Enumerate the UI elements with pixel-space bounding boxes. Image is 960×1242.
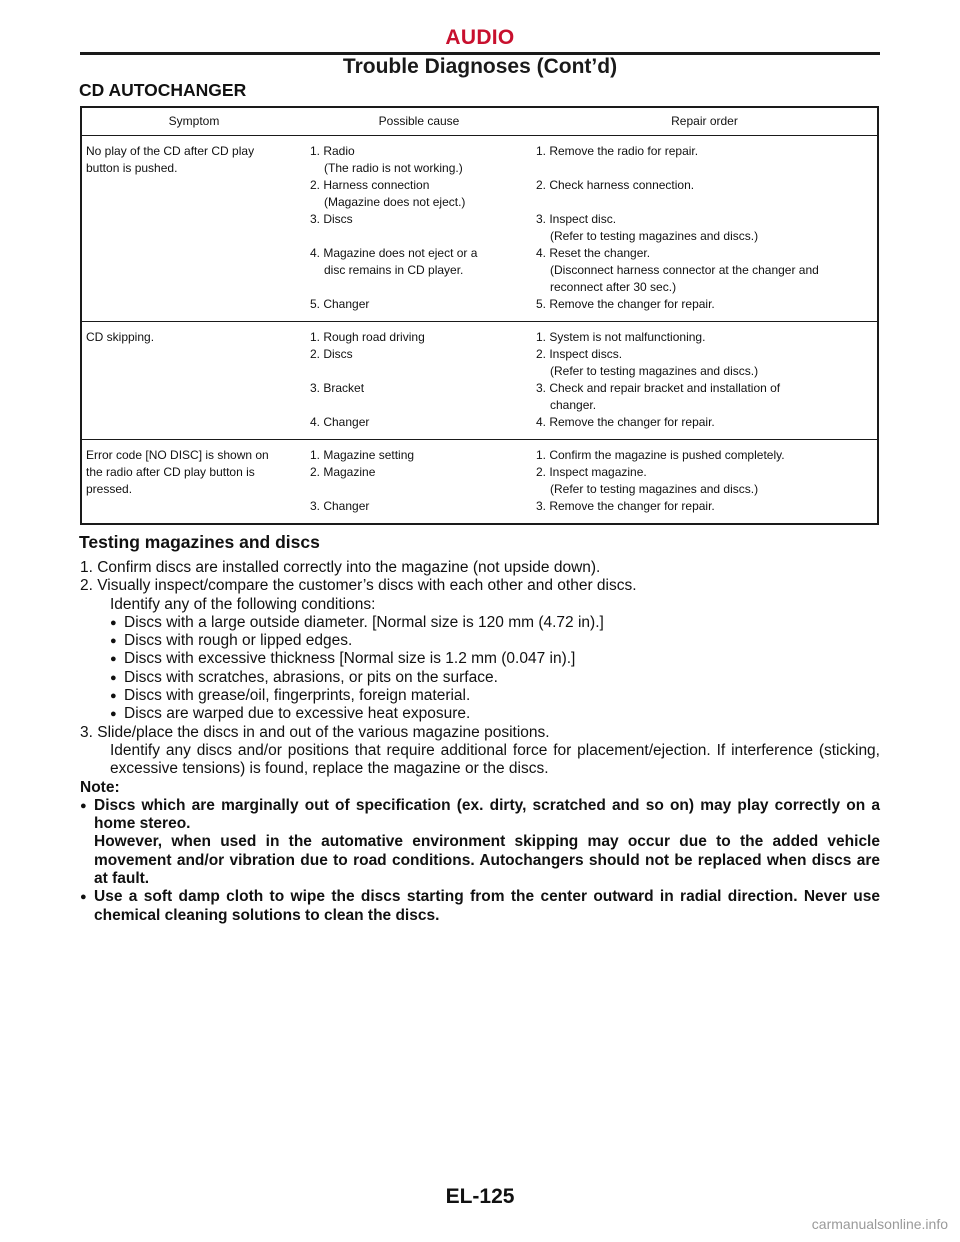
- repair-cell: 1. System is not malfunctioning. 2. Inspect discs. (Refer to testing magazines and discs.) 3. Check and repair bracket and installation of changer. 4. Remove the changer for repair.: [532, 322, 878, 440]
- step-2: 2. Visually inspect/compare the customer’s discs with each other and other discs.: [80, 577, 637, 595]
- condition-item: ● Discs with rough or lipped edges.: [110, 632, 353, 650]
- table-row: [81, 136, 878, 322]
- cd-autochanger-heading: CD AUTOCHANGER: [79, 80, 247, 100]
- note-1b: However, when used in the automative environment skipping may occur due to the added vehicle movement and/or vibration due to road conditions. Autochangers should not be replaced when discs are at fault.: [94, 833, 880, 888]
- bullet-icon: ●: [80, 891, 87, 904]
- table-row: [81, 322, 878, 440]
- page-title: Trouble Diagnoses (Cont’d): [342, 55, 618, 78]
- note-1a: Discs which are marginally out of specification (ex. dirty, scratched and so on) may play correctly on a home stereo.: [94, 796, 880, 833]
- table-row: [81, 440, 878, 525]
- section-label: AUDIO: [445, 26, 515, 49]
- step-3-sub: Identify any discs and/or positions that require additional force for placement/ejection. If interference (sticking, excessive tensions) is found, replace the magazine or the discs.: [110, 741, 880, 778]
- note-label: Note:: [80, 778, 120, 796]
- page-number: EL-125: [445, 1185, 515, 1208]
- symptom-cell: CD skipping.: [81, 322, 306, 440]
- bullet-icon: ●: [110, 690, 117, 703]
- bullet-icon: ●: [110, 616, 117, 629]
- condition-item: ● Discs are warped due to excessive heat exposure.: [110, 705, 471, 723]
- bullet-icon: ●: [110, 708, 117, 721]
- repair-cell: 1. Remove the radio for repair. 2. Check harness connection. 3. Inspect disc. (Refer to testing magazines and discs.) 4. Reset the changer. (Disconnect harness connector at the changer and reconnect after 30 sec.) 5. Remove the changer for repair.: [532, 136, 878, 322]
- cause-cell: 1. Rough road driving 2. Discs 3. Bracket 4. Changer: [306, 322, 532, 440]
- column-header-possible-cause: Possible cause: [306, 107, 532, 136]
- repair-cell: 1. Confirm the magazine is pushed completely. 2. Inspect magazine. (Refer to testing magazines and discs.) 3. Remove the changer for repair.: [536, 448, 785, 513]
- column-header-repair-order: Repair order: [532, 107, 878, 136]
- watermark: carmanualsonline.info: [811, 1216, 948, 1232]
- table-header-row: [81, 107, 878, 136]
- testing-procedure: [80, 559, 880, 925]
- cause-cell: 1. Magazine setting 2. Magazine 3. Changer: [310, 448, 415, 513]
- note-2: Use a soft damp cloth to wipe the discs starting from the center outward in radial direction. Never use chemical cleaning solutions to clean the discs.: [94, 888, 880, 924]
- step-1: 1. Confirm discs are installed correctly into the magazine (not upside down).: [80, 559, 601, 576]
- note-item: [80, 888, 880, 925]
- column-header-symptom: Symptom: [81, 107, 306, 136]
- cause-cell: 1. Radio (The radio is not working.) 2. Harness connection (Magazine does not eject.) 3. Discs 4. Magazine does not eject or a disc remains in CD player. 5. Changer: [306, 136, 532, 322]
- bullet-icon: ●: [110, 671, 117, 684]
- bullet-icon: ●: [110, 653, 117, 666]
- condition-item: ● Discs with a large outside diameter. [Normal size is 120 mm (4.72 in).]: [110, 613, 604, 631]
- condition-item: ● Discs with grease/oil, fingerprints, foreign material.: [110, 687, 471, 705]
- testing-heading: Testing magazines and discs: [79, 532, 320, 552]
- condition-item: ● Discs with scratches, abrasions, or pits on the surface.: [110, 668, 498, 686]
- condition-item: ● Discs with excessive thickness [Normal size is 1.2 mm (0.047 in).]: [110, 650, 576, 668]
- bullet-icon: ●: [110, 635, 117, 648]
- symptom-cell: Error code [NO DISC] is shown on the radio after CD play button is pressed.: [86, 448, 269, 496]
- bullet-icon: ●: [80, 799, 87, 812]
- note-item: [80, 797, 880, 888]
- trouble-diagnosis-table: [80, 106, 879, 525]
- symptom-cell: No play of the CD after CD play button is pushed.: [81, 136, 306, 322]
- page-header: [80, 26, 880, 50]
- step-3: 3. Slide/place the discs in and out of the various magazine positions.: [80, 723, 550, 741]
- step-2-sub: Identify any of the following conditions:: [110, 595, 376, 613]
